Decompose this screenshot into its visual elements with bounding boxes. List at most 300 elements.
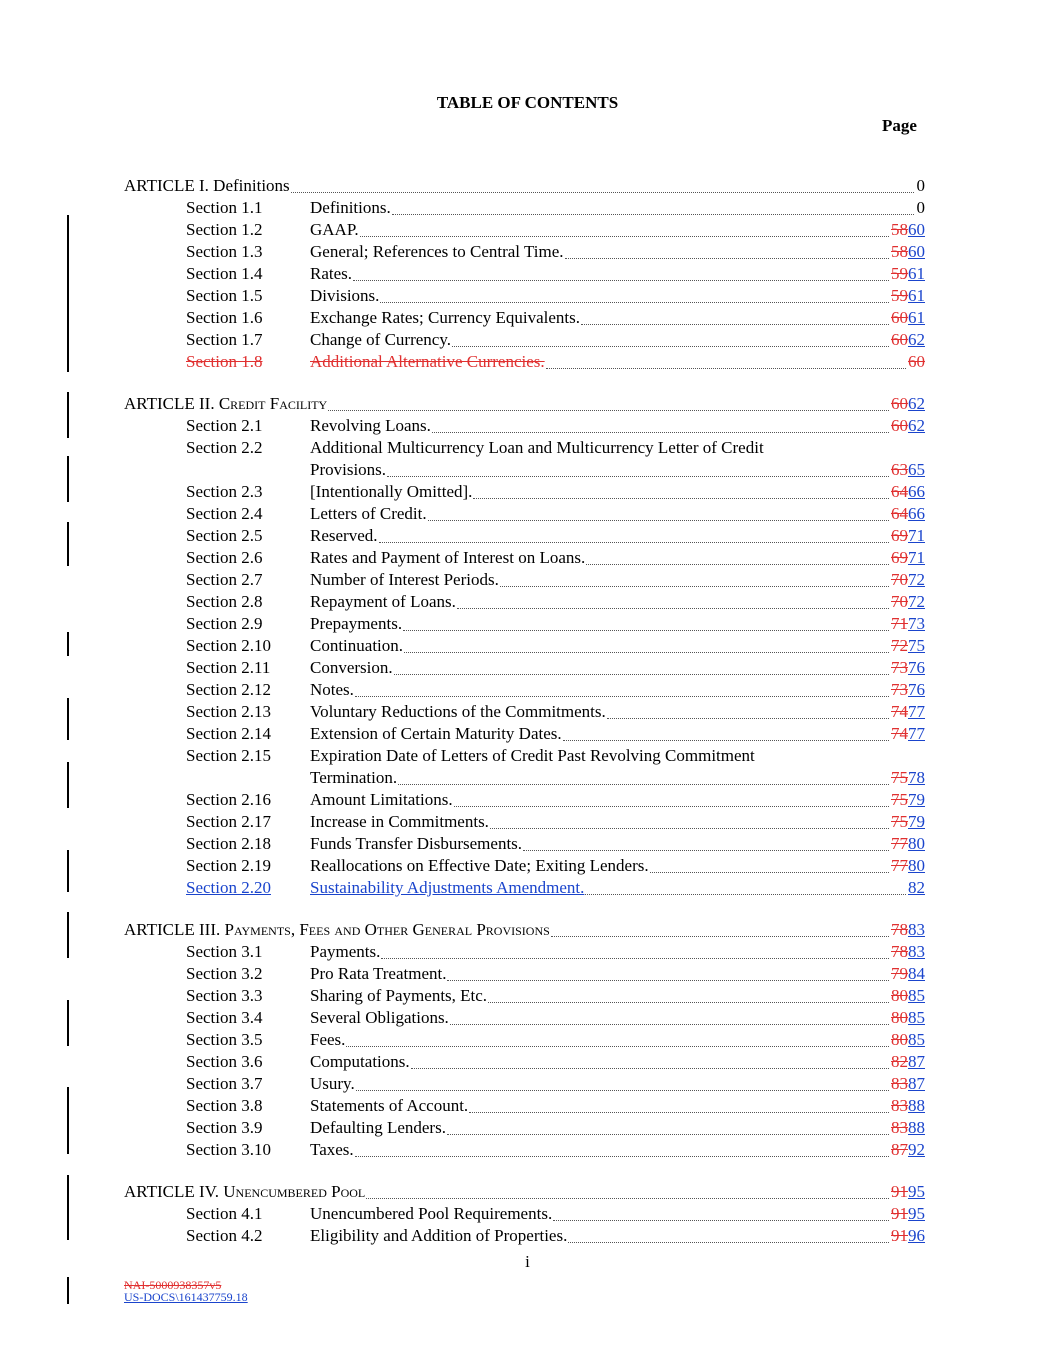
section-number: Section 3.9 <box>186 1118 263 1137</box>
inserted-page-number: 72 <box>908 570 925 589</box>
dot-leader <box>454 806 889 807</box>
inserted-page-number: 71 <box>908 526 925 545</box>
section-title: Increase in Commitments. <box>310 812 489 831</box>
dot-leader <box>450 1024 889 1025</box>
toc-section-row[interactable] <box>0 285 1055 307</box>
page-number <box>891 591 925 613</box>
dot-leader <box>379 542 889 543</box>
toc-article-row[interactable] <box>0 175 1055 197</box>
page-number-value: 0 <box>916 198 925 217</box>
toc-section-row[interactable] <box>0 1073 1055 1095</box>
toc-section-row[interactable] <box>0 1203 1055 1225</box>
inserted-page-number: 77 <box>908 702 925 721</box>
section-title: Reallocations on Effective Date; Exiting Lenders. <box>310 856 649 875</box>
page-number <box>891 1203 925 1225</box>
toc-section-row[interactable] <box>0 503 1055 525</box>
toc-section-row[interactable] <box>0 811 1055 833</box>
section-number: Section 2.8 <box>186 592 263 611</box>
toc-section-row[interactable] <box>0 745 1055 789</box>
section-title: Conversion. <box>310 658 393 677</box>
section-title: Rates and Payment of Interest on Loans. <box>310 548 586 567</box>
deleted-page-number: 73 <box>891 658 908 677</box>
section-number: Section 2.11 <box>186 658 271 677</box>
article-title: Definitions <box>213 176 290 195</box>
deleted-page-number: 58 <box>891 220 908 239</box>
page-number <box>891 1117 925 1139</box>
section-number: Section 2.9 <box>186 614 263 633</box>
section-title: Taxes. <box>310 1140 354 1159</box>
deleted-page-number: 77 <box>891 856 908 875</box>
section-title: Divisions. <box>310 286 380 305</box>
toc-section-row[interactable] <box>0 591 1055 613</box>
section-number: Section 2.6 <box>186 548 263 567</box>
deleted-page-number: 72 <box>891 636 908 655</box>
page-number <box>891 855 925 877</box>
page-number <box>917 175 926 197</box>
page-number <box>891 503 925 525</box>
page-number <box>891 789 925 811</box>
section-number: Section 2.7 <box>186 570 263 589</box>
inserted-page-number: 61 <box>908 308 925 327</box>
page-number <box>891 569 925 591</box>
deleted-page-number: 83 <box>891 1074 908 1093</box>
page-number <box>891 1073 925 1095</box>
article-number: ARTICLE II. <box>124 394 219 413</box>
section-number: Section 1.2 <box>186 220 263 239</box>
section-title: Change of Currency. <box>310 330 451 349</box>
inserted-page-number: 71 <box>908 548 925 567</box>
section-number: Section 1.4 <box>186 264 263 283</box>
section-number: Section 3.3 <box>186 986 263 1005</box>
page-number <box>891 657 925 679</box>
toc-section-row[interactable] <box>0 219 1055 241</box>
inserted-page-number: 76 <box>908 680 925 699</box>
section-title: Repayment of Loans. <box>310 592 456 611</box>
toc-section-row[interactable] <box>0 1029 1055 1051</box>
section-number: Section 1.1 <box>186 198 263 217</box>
page-number <box>917 197 926 219</box>
dot-leader <box>428 520 889 521</box>
deleted-page-number: 73 <box>891 680 908 699</box>
toc-section-row[interactable] <box>0 307 1055 329</box>
section-title: Statements of Account. <box>310 1096 469 1115</box>
toc-section-row[interactable] <box>0 1139 1055 1161</box>
toc-section-row[interactable] <box>0 263 1055 285</box>
inserted-document-id: US-DOCS\161437759.18 <box>124 1290 248 1304</box>
toc-section-row[interactable] <box>0 351 1055 373</box>
inserted-page-number: 82 <box>908 878 925 897</box>
change-bar <box>67 698 69 740</box>
section-number: Section 3.8 <box>186 1096 263 1115</box>
section-title: GAAP. <box>310 220 359 239</box>
change-bar <box>67 215 69 372</box>
dot-leader <box>387 476 889 477</box>
toc-section-row[interactable] <box>0 569 1055 591</box>
toc-section-row[interactable] <box>0 481 1055 503</box>
article-title: Payments, Fees and Other General Provisions <box>224 920 550 939</box>
page-number <box>891 833 925 855</box>
section-title: Prepayments. <box>310 614 403 633</box>
inserted-page-number: 88 <box>908 1118 925 1137</box>
section-number: Section 4.1 <box>186 1204 263 1223</box>
change-bar <box>67 522 69 566</box>
deleted-page-number: 60 <box>891 416 908 435</box>
toc-section-row[interactable] <box>0 789 1055 811</box>
page-number <box>891 941 925 963</box>
inserted-page-number: 72 <box>908 592 925 611</box>
section-number: Section 2.10 <box>186 636 271 655</box>
change-bar <box>67 1277 69 1304</box>
inserted-page-number: 79 <box>908 790 925 809</box>
dot-leader <box>568 1242 889 1243</box>
section-title: Number of Interest Periods. <box>310 570 499 589</box>
page-number <box>891 459 925 481</box>
section-title: Revolving Loans. <box>310 416 431 435</box>
deleted-page-number: 80 <box>891 1030 908 1049</box>
page-number <box>891 241 925 263</box>
section-number: Section 2.16 <box>186 790 271 809</box>
section-title: Payments. <box>310 942 381 961</box>
toc-section-row[interactable] <box>0 329 1055 351</box>
page-number <box>891 723 925 745</box>
toc-section-row[interactable] <box>0 197 1055 219</box>
section-title: Additional Alternative Currencies. <box>310 352 545 371</box>
dot-leader <box>447 980 889 981</box>
section-title: Letters of Credit. <box>310 504 427 523</box>
deleted-page-number: 87 <box>891 1140 908 1159</box>
change-bar <box>67 1000 69 1046</box>
section-number: Section 2.4 <box>186 504 263 523</box>
page-number <box>908 351 925 373</box>
deleted-page-number: 74 <box>891 702 908 721</box>
section-title: Usury. <box>310 1074 355 1093</box>
dot-leader <box>404 652 889 653</box>
section-number: Section 1.3 <box>186 242 263 261</box>
toc-section-row[interactable] <box>0 1117 1055 1139</box>
deleted-page-number: 70 <box>891 570 908 589</box>
dot-leader <box>291 192 914 193</box>
dot-leader <box>411 1068 889 1069</box>
deleted-page-number: 70 <box>891 592 908 611</box>
inserted-page-number: 62 <box>908 416 925 435</box>
deleted-page-number: 59 <box>891 264 908 283</box>
inserted-page-number: 79 <box>908 812 925 831</box>
inserted-page-number: 62 <box>908 330 925 349</box>
dot-leader <box>553 1220 889 1221</box>
page-number <box>891 285 925 307</box>
page-number <box>891 1181 925 1203</box>
section-title: Definitions. <box>310 198 391 217</box>
deleted-page-number: 60 <box>891 330 908 349</box>
section-number: Section 2.3 <box>186 482 263 501</box>
dot-leader <box>565 258 889 259</box>
dot-leader <box>403 630 889 631</box>
section-number: Section 2.1 <box>186 416 263 435</box>
deleted-page-number: 83 <box>891 1096 908 1115</box>
toc-section-row[interactable] <box>0 1095 1055 1117</box>
section-number: Section 3.10 <box>186 1140 271 1159</box>
page-number <box>891 393 925 415</box>
article-number: ARTICLE III. <box>124 920 225 939</box>
page-number <box>891 1139 925 1161</box>
dot-leader <box>381 958 889 959</box>
page-column-header: Page <box>882 116 917 135</box>
change-bar <box>67 850 69 892</box>
deleted-page-number: 58 <box>891 242 908 261</box>
toc-article-row[interactable] <box>0 1181 1055 1203</box>
dot-leader <box>366 1198 889 1199</box>
section-title: Voluntary Reductions of the Commitments. <box>310 702 606 721</box>
page-number <box>891 415 925 437</box>
toc-section-row[interactable] <box>0 635 1055 657</box>
page-number <box>891 767 925 789</box>
inserted-page-number: 66 <box>908 504 925 523</box>
section-number: Section 2.18 <box>186 834 271 853</box>
article-number: ARTICLE IV. <box>124 1182 224 1201</box>
section-number: Section 1.8 <box>186 352 263 371</box>
inserted-page-number: 85 <box>908 1008 925 1027</box>
deleted-page-number: 63 <box>891 460 908 479</box>
page-number <box>891 1007 925 1029</box>
page-number <box>891 263 925 285</box>
inserted-page-number: 95 <box>908 1182 925 1201</box>
page-number <box>891 219 925 241</box>
page-number <box>891 547 925 569</box>
section-title: General; References to Central Time. <box>310 242 564 261</box>
deleted-page-number: 69 <box>891 548 908 567</box>
inserted-page-number: 75 <box>908 636 925 655</box>
deleted-page-number: 83 <box>891 1118 908 1137</box>
inserted-page-number: 87 <box>908 1074 925 1093</box>
section-title: Pro Rata Treatment. <box>310 964 447 983</box>
change-bar <box>67 1175 69 1240</box>
section-title: Computations. <box>310 1052 410 1071</box>
section-number: Section 2.15 <box>186 746 271 765</box>
dot-leader <box>398 784 889 785</box>
toc-section-row[interactable] <box>0 679 1055 701</box>
page-number <box>891 613 925 635</box>
dot-leader <box>607 718 889 719</box>
section-title: Sharing of Payments, Etc. <box>310 986 488 1005</box>
change-bar <box>67 912 69 958</box>
inserted-page-number: 62 <box>908 394 925 413</box>
toc-title: TABLE OF CONTENTS <box>436 93 619 112</box>
page-number <box>891 679 925 701</box>
inserted-page-number: 60 <box>908 242 925 261</box>
section-title: Unencumbered Pool Requirements. <box>310 1204 553 1223</box>
inserted-page-number: 87 <box>908 1052 925 1071</box>
page-number <box>891 985 925 1007</box>
section-title: Fees. <box>310 1030 346 1049</box>
article-title: Unencumbered Pool <box>223 1182 366 1201</box>
inserted-page-number: 88 <box>908 1096 925 1115</box>
dot-leader <box>650 872 889 873</box>
section-title: Continuation. <box>310 636 404 655</box>
article-label <box>124 919 550 941</box>
toc-section-row[interactable] <box>0 1051 1055 1073</box>
section-title: Reserved. <box>310 526 378 545</box>
inserted-page-number: 83 <box>908 942 925 961</box>
dot-leader <box>586 564 889 565</box>
section-title: Exchange Rates; Currency Equivalents. <box>310 308 581 327</box>
change-bar <box>67 392 69 438</box>
dot-leader <box>452 346 889 347</box>
section-title: Expiration Date of Letters of Credit Past Revolving Commitment <box>310 746 755 765</box>
dot-leader <box>473 498 889 499</box>
article-label <box>124 393 327 415</box>
dot-leader <box>447 1134 889 1135</box>
deleted-page-number: 78 <box>891 942 908 961</box>
deleted-page-number: 78 <box>891 920 908 939</box>
section-title: Defaulting Lenders. <box>310 1118 446 1137</box>
article-label <box>124 175 290 197</box>
deleted-page-number: 80 <box>891 986 908 1005</box>
deleted-page-number: 60 <box>891 308 908 327</box>
section-title-continued: Termination. <box>310 768 398 787</box>
section-number: Section 1.7 <box>186 330 263 349</box>
inserted-page-number: 76 <box>908 658 925 677</box>
dot-leader <box>563 740 889 741</box>
footer-page-number: i <box>525 1252 530 1271</box>
article-number: ARTICLE I. <box>124 176 214 195</box>
inserted-page-number: 80 <box>908 834 925 853</box>
page-number <box>891 701 925 723</box>
toc-section-row[interactable] <box>0 941 1055 963</box>
dot-leader <box>500 586 889 587</box>
page-number <box>891 1051 925 1073</box>
inserted-page-number: 84 <box>908 964 925 983</box>
deleted-page-number: 75 <box>891 812 908 831</box>
toc-section-row[interactable] <box>0 877 1055 899</box>
section-number: Section 3.5 <box>186 1030 263 1049</box>
dot-leader <box>581 324 889 325</box>
section-number: Section 1.6 <box>186 308 263 327</box>
change-bar <box>67 762 69 808</box>
article-label <box>124 1181 365 1203</box>
page-number <box>891 919 925 941</box>
inserted-page-number: 78 <box>908 768 925 787</box>
dot-leader <box>432 432 889 433</box>
toc-section-row[interactable] <box>0 415 1055 437</box>
toc-section-row[interactable] <box>0 525 1055 547</box>
dot-leader <box>546 368 906 369</box>
inserted-page-number: 80 <box>908 856 925 875</box>
section-title: Extension of Certain Maturity Dates. <box>310 724 562 743</box>
section-number: Section 2.17 <box>186 812 271 831</box>
section-number: Section 2.12 <box>186 680 271 699</box>
toc-article-row[interactable] <box>0 393 1055 415</box>
deleted-page-number: 80 <box>891 1008 908 1027</box>
dot-leader <box>355 1156 889 1157</box>
section-number: Section 3.4 <box>186 1008 263 1027</box>
dot-leader <box>360 236 889 237</box>
deleted-page-number: 82 <box>891 1052 908 1071</box>
dot-leader <box>355 696 889 697</box>
change-bar <box>67 1087 69 1154</box>
toc-section-row[interactable] <box>0 855 1055 877</box>
toc-section-row[interactable] <box>0 657 1055 679</box>
section-number: Section 2.5 <box>186 526 263 545</box>
section-title: Funds Transfer Disbursements. <box>310 834 523 853</box>
dot-leader <box>380 302 889 303</box>
section-title: Eligibility and Addition of Properties. <box>310 1226 568 1245</box>
section-title: Rates. <box>310 264 353 283</box>
dot-leader <box>488 1002 889 1003</box>
toc-section-row[interactable] <box>0 437 1055 481</box>
page-number <box>891 811 925 833</box>
toc-section-row[interactable] <box>0 833 1055 855</box>
deleted-page-number: 59 <box>891 286 908 305</box>
deleted-page-number: 74 <box>891 724 908 743</box>
deleted-page-number: 60 <box>891 394 908 413</box>
section-title: Additional Multicurrency Loan and Multicurrency Letter of Credit <box>310 438 764 457</box>
page-number-value: 0 <box>916 176 925 195</box>
section-title: [Intentionally Omitted]. <box>310 482 473 501</box>
dot-leader <box>356 1090 889 1091</box>
toc-section-row[interactable] <box>0 985 1055 1007</box>
section-number: Section 3.7 <box>186 1074 263 1093</box>
section-number: Section 2.13 <box>186 702 271 721</box>
section-number: Section 4.2 <box>186 1226 263 1245</box>
section-number: Section 2.20 <box>186 878 271 897</box>
toc-section-row[interactable] <box>0 701 1055 723</box>
inserted-page-number: 60 <box>908 220 925 239</box>
dot-leader <box>457 608 889 609</box>
section-number: Section 1.5 <box>186 286 263 305</box>
inserted-page-number: 77 <box>908 724 925 743</box>
toc-section-row[interactable] <box>0 547 1055 569</box>
section-title-continued: Provisions. <box>310 460 387 479</box>
dot-leader <box>469 1112 889 1113</box>
deleted-page-number: 71 <box>891 614 908 633</box>
toc-section-row[interactable] <box>0 1225 1055 1247</box>
deleted-page-number: 60 <box>908 352 925 371</box>
section-number: Section 2.14 <box>186 724 271 743</box>
deleted-page-number: 79 <box>891 964 908 983</box>
section-title: Several Obligations. <box>310 1008 449 1027</box>
deleted-page-number: 64 <box>891 504 908 523</box>
inserted-page-number: 73 <box>908 614 925 633</box>
dot-leader <box>392 214 914 215</box>
page-number <box>891 635 925 657</box>
dot-leader <box>551 936 889 937</box>
toc-section-row[interactable] <box>0 1007 1055 1029</box>
dot-leader <box>523 850 889 851</box>
page-number <box>891 1029 925 1051</box>
toc-section-row[interactable] <box>0 613 1055 635</box>
inserted-page-number: 65 <box>908 460 925 479</box>
article-title: Credit Facility <box>218 394 328 413</box>
page-number <box>891 1095 925 1117</box>
inserted-page-number: 85 <box>908 1030 925 1049</box>
dot-leader <box>346 1046 889 1047</box>
deleted-page-number: 64 <box>891 482 908 501</box>
inserted-page-number: 96 <box>908 1226 925 1245</box>
section-number: Section 2.19 <box>186 856 271 875</box>
toc-section-row[interactable] <box>0 723 1055 745</box>
toc-article-row[interactable] <box>0 919 1055 941</box>
section-title: Notes. <box>310 680 354 699</box>
deleted-page-number: 77 <box>891 834 908 853</box>
deleted-page-number: 91 <box>891 1182 908 1201</box>
dot-leader <box>585 894 906 895</box>
page-number <box>891 963 925 985</box>
toc-section-row[interactable] <box>0 241 1055 263</box>
section-number: Section 3.1 <box>186 942 263 961</box>
section-title: Amount Limitations. <box>310 790 453 809</box>
toc-section-row[interactable] <box>0 963 1055 985</box>
section-title: Sustainability Adjustments Amendment. <box>310 878 585 897</box>
